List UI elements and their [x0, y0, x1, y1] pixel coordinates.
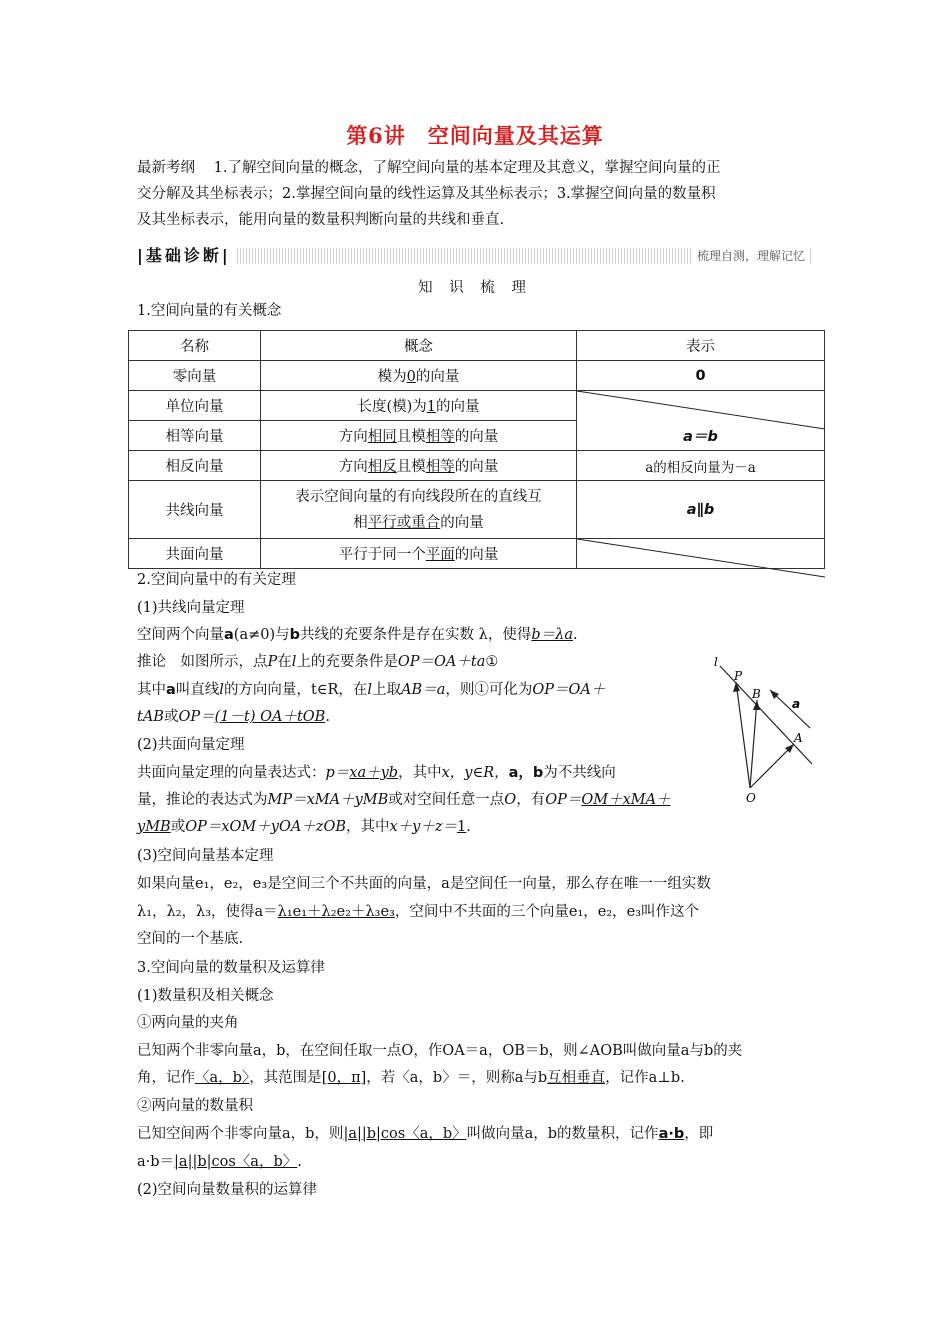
s2-p3: yMB或OP＝xOM＋yOA＋zOB，其中x＋y＋z＝1.	[137, 819, 471, 835]
s2-b1: 如果向量e₁，e₂，e₃是空间三个不共面的向量，a是空间任一向量，那么存在唯一一组实数	[137, 876, 711, 892]
section-title: 知 识 梳 理	[418, 280, 532, 296]
label-l: l	[714, 655, 718, 669]
vector-OA	[750, 744, 794, 788]
syllabus-text-1: 1.了解空间向量的概念，了解空间向量的基本定理及其意义，掌握空间向量的正	[213, 160, 721, 176]
s2-t1: 空间两个向量a(a≠0)与b共线的充要条件是存在实数 λ，使得b＝λa.	[137, 627, 578, 643]
s2-sub3: (3)空间向量基本定理	[137, 848, 274, 864]
table-row	[129, 481, 825, 539]
table-header: 概念	[261, 331, 577, 361]
s2-sub1: (1)共线向量定理	[137, 600, 245, 616]
table-cell-name: 共面向量	[129, 539, 261, 569]
s2-sub2: (2)共面向量定理	[137, 737, 245, 753]
s2-p2: 量，推论的表达式为MP＝xMA＋yMB或对空间任意一点O，有OP＝OM＋xMA＋	[137, 792, 671, 808]
table-cell-name: 相反向量	[129, 451, 261, 481]
table-cell-concept: 方向相反且模相等的向量	[261, 451, 577, 481]
table-cell-concept: 模为0的向量	[261, 361, 577, 391]
table-cell-rep-diagonal	[577, 539, 825, 569]
section-banner	[137, 244, 813, 268]
label-a: a	[792, 697, 801, 711]
table-cell-name: 单位向量	[129, 391, 261, 421]
table-cell-name: 相等向量	[129, 421, 261, 451]
syllabus-line-2: 交分解及其坐标表示；2.掌握空间向量的线性运算及其坐标表示；3.掌握空间向量的数量积	[137, 186, 716, 202]
diagonal-line	[577, 539, 825, 587]
syllabus-label: 最新考纲	[137, 160, 195, 176]
vector-OP	[736, 682, 750, 788]
s3-a2: 角，记作〈a，b〉，其范围是[0，π]，若〈a，b〉＝，则称a与b互相垂直，记作a⊥b.	[137, 1070, 685, 1086]
banner-right-text: 梳理自测，理解记忆	[693, 247, 809, 264]
table-cell-rep: a∥b	[577, 481, 825, 539]
page-title: 第6讲 空间向量及其运算	[346, 123, 604, 148]
table-cell-concept: 平行于同一个平面的向量	[261, 539, 577, 569]
table-cell-name: 共线向量	[129, 481, 261, 539]
table-cell-concept: 方向相同且模相等的向量	[261, 421, 577, 451]
s2-corollary: 推论 如图所示，点P在l上的充要条件是OP＝OA＋ta①	[137, 654, 499, 670]
s3-d1: 已知空间两个非零向量a，b，则|a||b|cos〈a，b〉叫做向量a，b的数量积，记作a·b，即	[137, 1126, 714, 1142]
label-P: P	[734, 669, 743, 683]
vector-OB	[750, 700, 757, 788]
table-cell-concept: 表示空间向量的有向线段所在的直线互 相平行或重合的向量	[261, 481, 577, 539]
table-cell-rep-diagonal: a＝b	[577, 391, 825, 451]
table-header: 表示	[577, 331, 825, 361]
table-header-row	[129, 331, 825, 361]
table-header: 名称	[129, 331, 261, 361]
s3-sub2: (2)空间向量数量积的运算律	[137, 1182, 318, 1198]
s1-heading: 1.空间向量的有关概念	[137, 303, 282, 319]
concept-table	[128, 330, 825, 569]
table-cell-name: 零向量	[129, 361, 261, 391]
syllabus-line-1	[137, 155, 720, 181]
label-A: A	[794, 731, 803, 745]
s3-c1: ①两向量的夹角	[137, 1015, 239, 1031]
s3-sub1: (1)数量积及相关概念	[137, 988, 274, 1004]
syllabus-line-3: 及其坐标表示，能用向量的数量积判断向量的共线和垂直.	[137, 212, 505, 228]
table-row	[129, 391, 825, 421]
vector-figure	[706, 652, 818, 804]
table-row	[129, 361, 825, 391]
label-O: O	[746, 791, 756, 804]
s3-d2: a·b＝|a||b|cos〈a，b〉.	[137, 1154, 302, 1170]
label-B: B	[752, 687, 761, 701]
s2-b3: 空间的一个基底.	[137, 931, 244, 947]
s2-line4: tAB或OP＝(1－t) OA＋tOB.	[137, 709, 330, 725]
table-row	[129, 539, 825, 569]
s3-heading: 3.空间向量的数量积及运算律	[137, 960, 325, 976]
s2-line3: 其中a叫直线l的方向向量，t∈R，在l上取AB＝a，则①可化为OP＝OA＋	[137, 682, 606, 698]
s2-heading: 2.空间向量中的有关定理	[137, 572, 296, 588]
s3-c2: ②两向量的数量积	[137, 1098, 253, 1114]
table-cell-rep: a的相反向量为－a	[577, 451, 825, 481]
s2-b2: λ₁，λ₂，λ₃，使得a＝λ₁e₁＋λ₂e₂＋λ₃e₃，空间中不共面的三个向量e₁，e₂，e₃叫作这个	[137, 904, 700, 920]
table-cell-rep: 0	[577, 361, 825, 391]
s3-a1: 已知两个非零向量a，b，在空间任取一点O，作OA＝a，OB＝b，则∠AOB叫做向量a与b的夹	[137, 1043, 743, 1059]
table-cell-concept: 长度(模)为1的向量	[261, 391, 577, 421]
s2-p1: 共面向量定理的向量表达式：p＝xa＋yb，其中x，y∈R，a，b为不共线向	[137, 765, 616, 781]
table-row	[129, 451, 825, 481]
banner-label: |基础诊断|	[137, 246, 231, 265]
